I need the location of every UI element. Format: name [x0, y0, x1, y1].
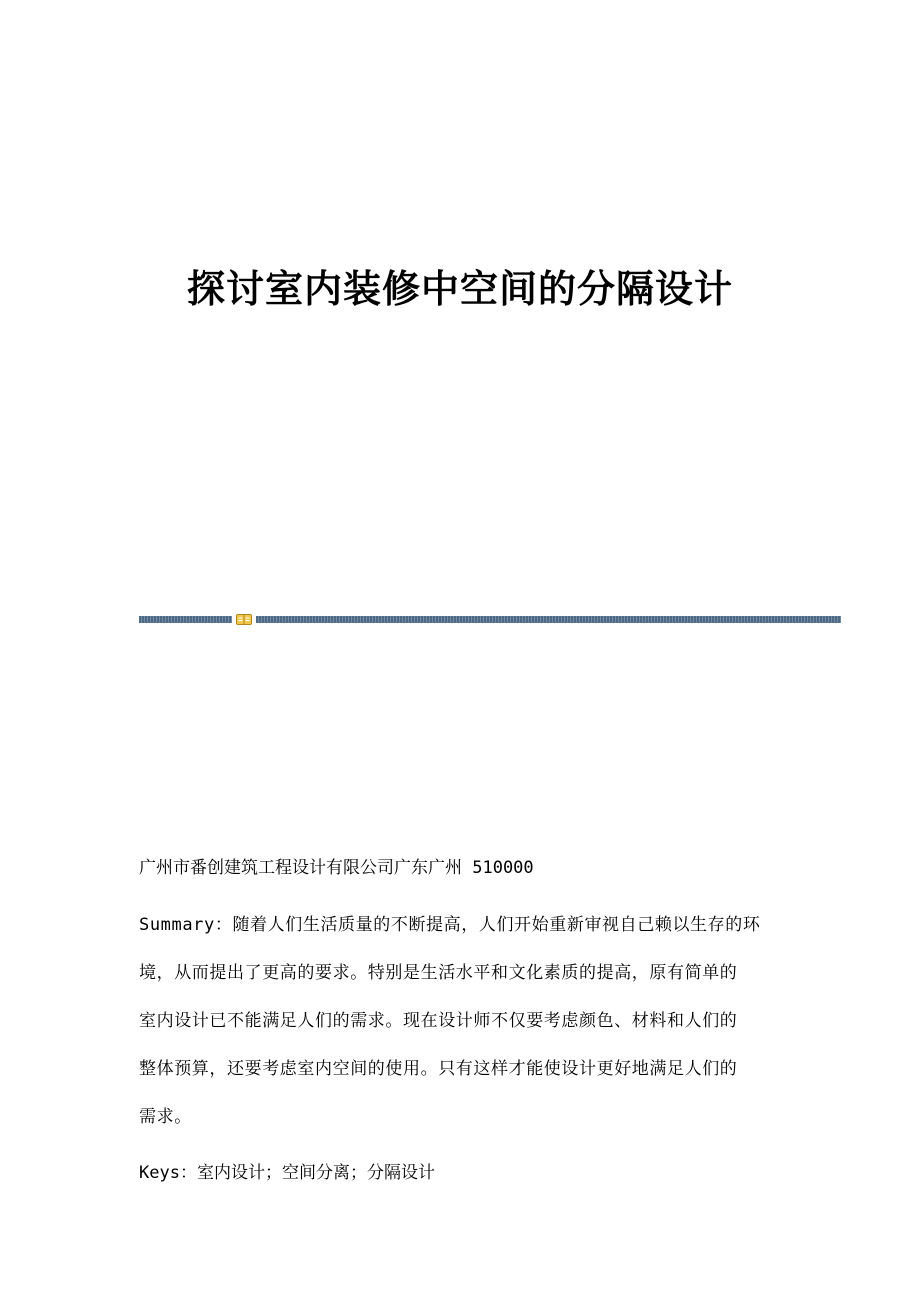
keys-label: Keys：: [139, 1163, 197, 1183]
summary-line-1: [139, 901, 784, 949]
summary-line-4: 整体预算，还要考虑室内空间的使用。只有这样才能使设计更好地满足人们的: [139, 1059, 738, 1079]
keys-text: 室内设计；空间分离；分隔设计: [196, 1163, 435, 1183]
summary-label: Summary：: [139, 915, 233, 935]
summary-line-5: 需求。: [139, 1107, 192, 1127]
keys-line: [139, 1161, 435, 1185]
divider-bar-right: [256, 616, 841, 623]
summary-paragraph: [139, 901, 784, 1141]
summary-line-3: 室内设计已不能满足人们的需求。现在设计师不仅要考虑颜色、材料和人们的: [139, 1011, 738, 1031]
summary-text-1: 随着人们生活质量的不断提高，人们开始重新审视自己赖以生存的环: [232, 915, 761, 935]
affiliation-line: 广州市番创建筑工程设计有限公司广东广州 510000: [139, 858, 534, 878]
divider-bar-left: [139, 616, 232, 623]
book-emblem-icon: [236, 614, 252, 625]
summary-line-2: 境，从而提出了更高的要求。特别是生活水平和文化素质的提高，原有简单的: [139, 963, 738, 983]
document-title: 探讨室内装修中空间的分隔设计: [186, 266, 733, 311]
title-divider: [139, 614, 841, 625]
